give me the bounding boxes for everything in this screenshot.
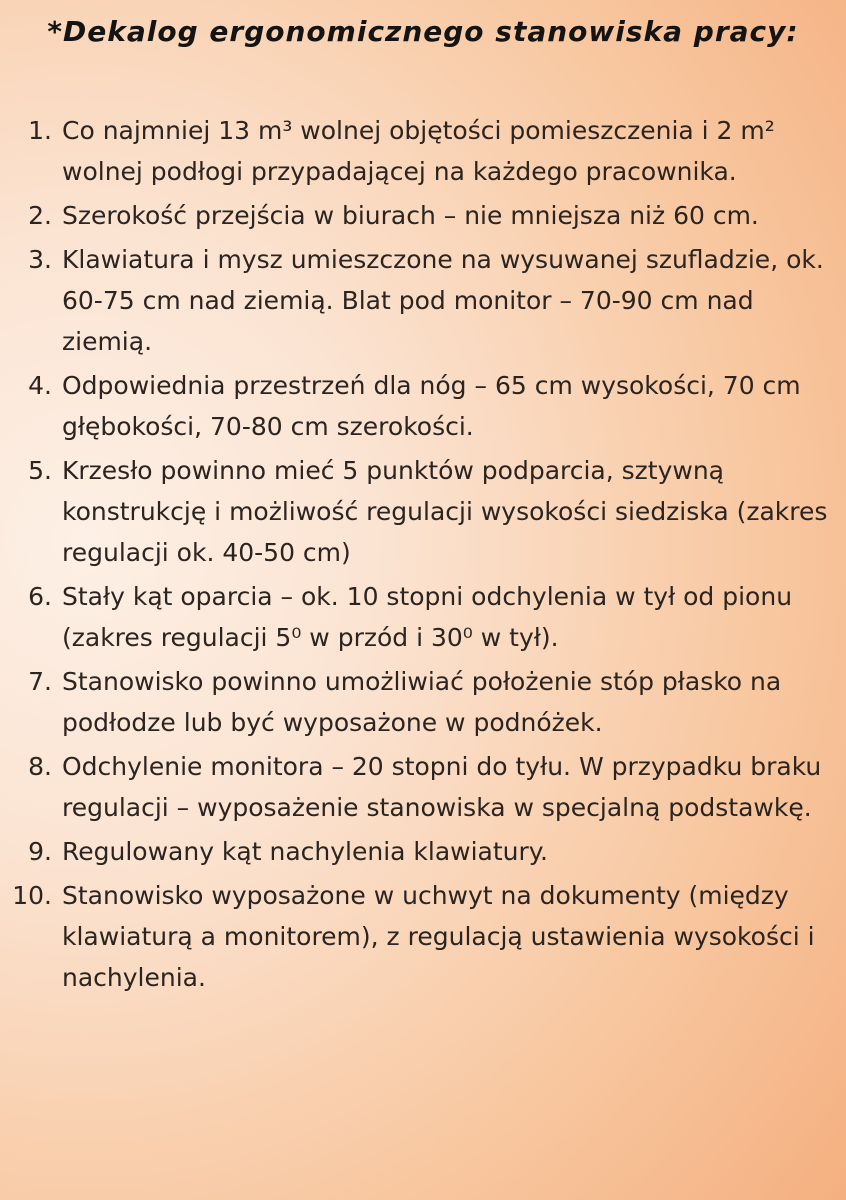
list-item	[0, 195, 846, 236]
page-title: *Dekalog ergonomicznego stanowiska pracy:	[47, 15, 799, 48]
item-text: Krzesło powinno mieć 5 punktów podparcia, sztywną konstrukcję i możliwość regulacji wysokości siedziska (zakres regulacji ok. 40-50 cm)	[62, 456, 828, 567]
item-number: 6.	[28, 582, 52, 611]
item-number: 8.	[28, 752, 52, 781]
list-item	[0, 831, 846, 872]
item-text: Stanowisko wyposażone w uchwyt na dokumenty (między klawiaturą a monitorem), z regulacją ustawienia wysokości i nachylenia.	[62, 881, 815, 992]
item-number: 9.	[28, 837, 52, 866]
item-text: Co najmniej 13 m³ wolnej objętości pomieszczenia i 2 m² wolnej podłogi przypadającej na każdego pracownika.	[62, 116, 775, 186]
item-number: 4.	[28, 371, 52, 400]
item-text: Klawiatura i mysz umieszczone na wysuwanej szufladzie, ok. 60-75 cm nad ziemią. Blat pod monitor – 70-90 cm nad ziemią.	[62, 245, 824, 356]
item-number: 5.	[28, 456, 52, 485]
list-item	[0, 661, 846, 743]
list-item	[0, 450, 846, 573]
list-item	[0, 365, 846, 447]
item-text: Stanowisko powinno umożliwiać położenie stóp płasko na podłodze lub być wyposażone w podnóżek.	[62, 667, 782, 737]
list-item	[0, 746, 846, 828]
item-number: 2.	[28, 201, 52, 230]
list-item	[0, 239, 846, 362]
item-number: 10.	[12, 881, 52, 910]
item-text: Stały kąt oparcia – ok. 10 stopni odchylenia w tył od pionu (zakres regulacji 5⁰ w przód i 30⁰ w tył).	[62, 582, 793, 652]
item-number: 1.	[28, 116, 52, 145]
item-text: Odpowiednia przestrzeń dla nóg – 65 cm wysokości, 70 cm głębokości, 70-80 cm szerokości.	[62, 371, 801, 441]
list-item	[0, 576, 846, 658]
item-text: Odchylenie monitora – 20 stopni do tyłu. W przypadku braku regulacji – wyposażenie stanowiska w specjalną podstawkę.	[62, 752, 822, 822]
list-item	[0, 875, 846, 998]
item-number: 7.	[28, 667, 52, 696]
item-number: 3.	[28, 245, 52, 274]
item-text: Regulowany kąt nachylenia klawiatury.	[62, 837, 548, 866]
dekalog-list	[0, 110, 846, 1001]
list-item	[0, 110, 846, 192]
item-text: Szerokość przejścia w biurach – nie mniejsza niż 60 cm.	[62, 201, 759, 230]
